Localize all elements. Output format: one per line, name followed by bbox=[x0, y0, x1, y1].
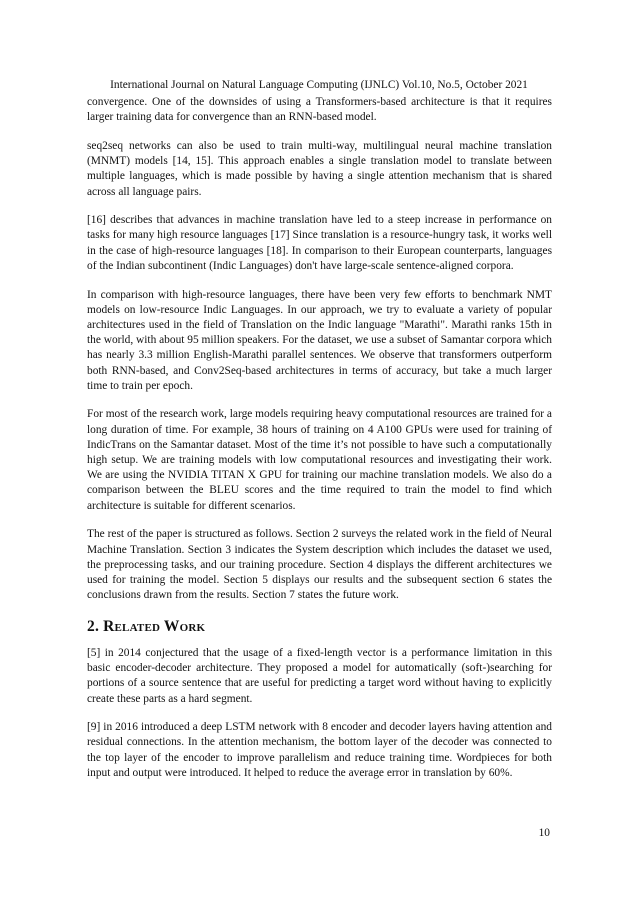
paragraph: seq2seq networks can also be used to train multi-way, multilingual neural machine translation (MNMT) models [14, 15]. This approach enables a single translation model to translate between multiple languages, which is made possible by having a single attention mechanism that is shared across all language pairs. bbox=[87, 139, 552, 198]
section-number: 2. bbox=[87, 617, 100, 635]
paragraph: The rest of the paper is structured as follows. Section 2 surveys the related work in the field of Neural Machine Translation. Section 3 indicates the System description which includes the dataset we used, the preprocessing tasks, and our training procedure. Section 4 displays the different architectures we used for training the model. Section 5 displays our results and the subsequent section 6 states the conclusions drawn from the results. Section 7 states the future work. bbox=[87, 528, 552, 602]
paragraph: convergence. One of the downsides of using a Transformers-based architecture is that it requires larger training data for convergence than an RNN-based model. bbox=[87, 96, 552, 124]
section-title: Related Work bbox=[103, 617, 206, 635]
paragraph: For most of the research work, large models requiring heavy computational resources are trained for a long duration of time. For example, 38 hours of training on 4 A100 GPUs were used for training of IndicTrans on the Samantar dataset. Most of the time it’s not possible to have such a computationally high setup. We are training models with low computational resources and investigating their work. We are using the NVIDIA TITAN X GPU for training our machine translation models. We also do a comparison between the BLEU scores and the time required to train the model to find which architecture is suitable for different scenarios. bbox=[87, 408, 552, 512]
paragraph: In comparison with high-resource languages, there have been very few efforts to benchmark NMT models on low-resource Indic Languages. In our approach, we try to evaluate a variety of popular architectures used in the field of Translation on the Indic language "Marathi". Marathi ranks 15th in the world, with about 95 million speakers. For the dataset, we use a subset of Samantar corpora which has nearly 3.3 million English-Marathi parallel sentences. We observe that transformers outperform both RNN-based, and Conv2Seq-based architectures in terms of accuracy, but take a much larger time to train per epoch. bbox=[87, 288, 553, 392]
running-header: International Journal on Natural Language Computing (IJNLC) Vol.10, No.5, October 2021 bbox=[110, 79, 528, 91]
page-body bbox=[87, 95, 552, 795]
section-heading bbox=[87, 617, 552, 636]
paragraph: [5] in 2014 conjectured that the usage of a fixed-length vector is a performance limitation in this basic encoder-decoder architecture. They proposed a model for automatically (soft-)searching for portions of a source sentence that are useful for predicting a target word without having to explicitly create these parts as a hard segment. bbox=[87, 646, 552, 705]
page-number: 10 bbox=[538, 827, 550, 839]
paragraph: [9] in 2016 introduced a deep LSTM network with 8 encoder and decoder layers having attention and residual connections. In the attention mechanism, the bottom layer of the decoder was connected to the top layer of the encoder to improve parallelism and reduce training time. Wordpieces for both input and output were introduced. It helped to reduce the average error in translation by 60%. bbox=[87, 721, 552, 779]
paragraph: [16] describes that advances in machine translation have led to a steep increase in performance on tasks for many high resource languages [17] Since translation is a resource-hungry task, it works well in the case of high-resource languages [18]. In comparison to their European counterparts, languages of the Indian subcontinent (Indic Languages) don't have large-scale sentence-aligned corpora. bbox=[87, 214, 552, 272]
